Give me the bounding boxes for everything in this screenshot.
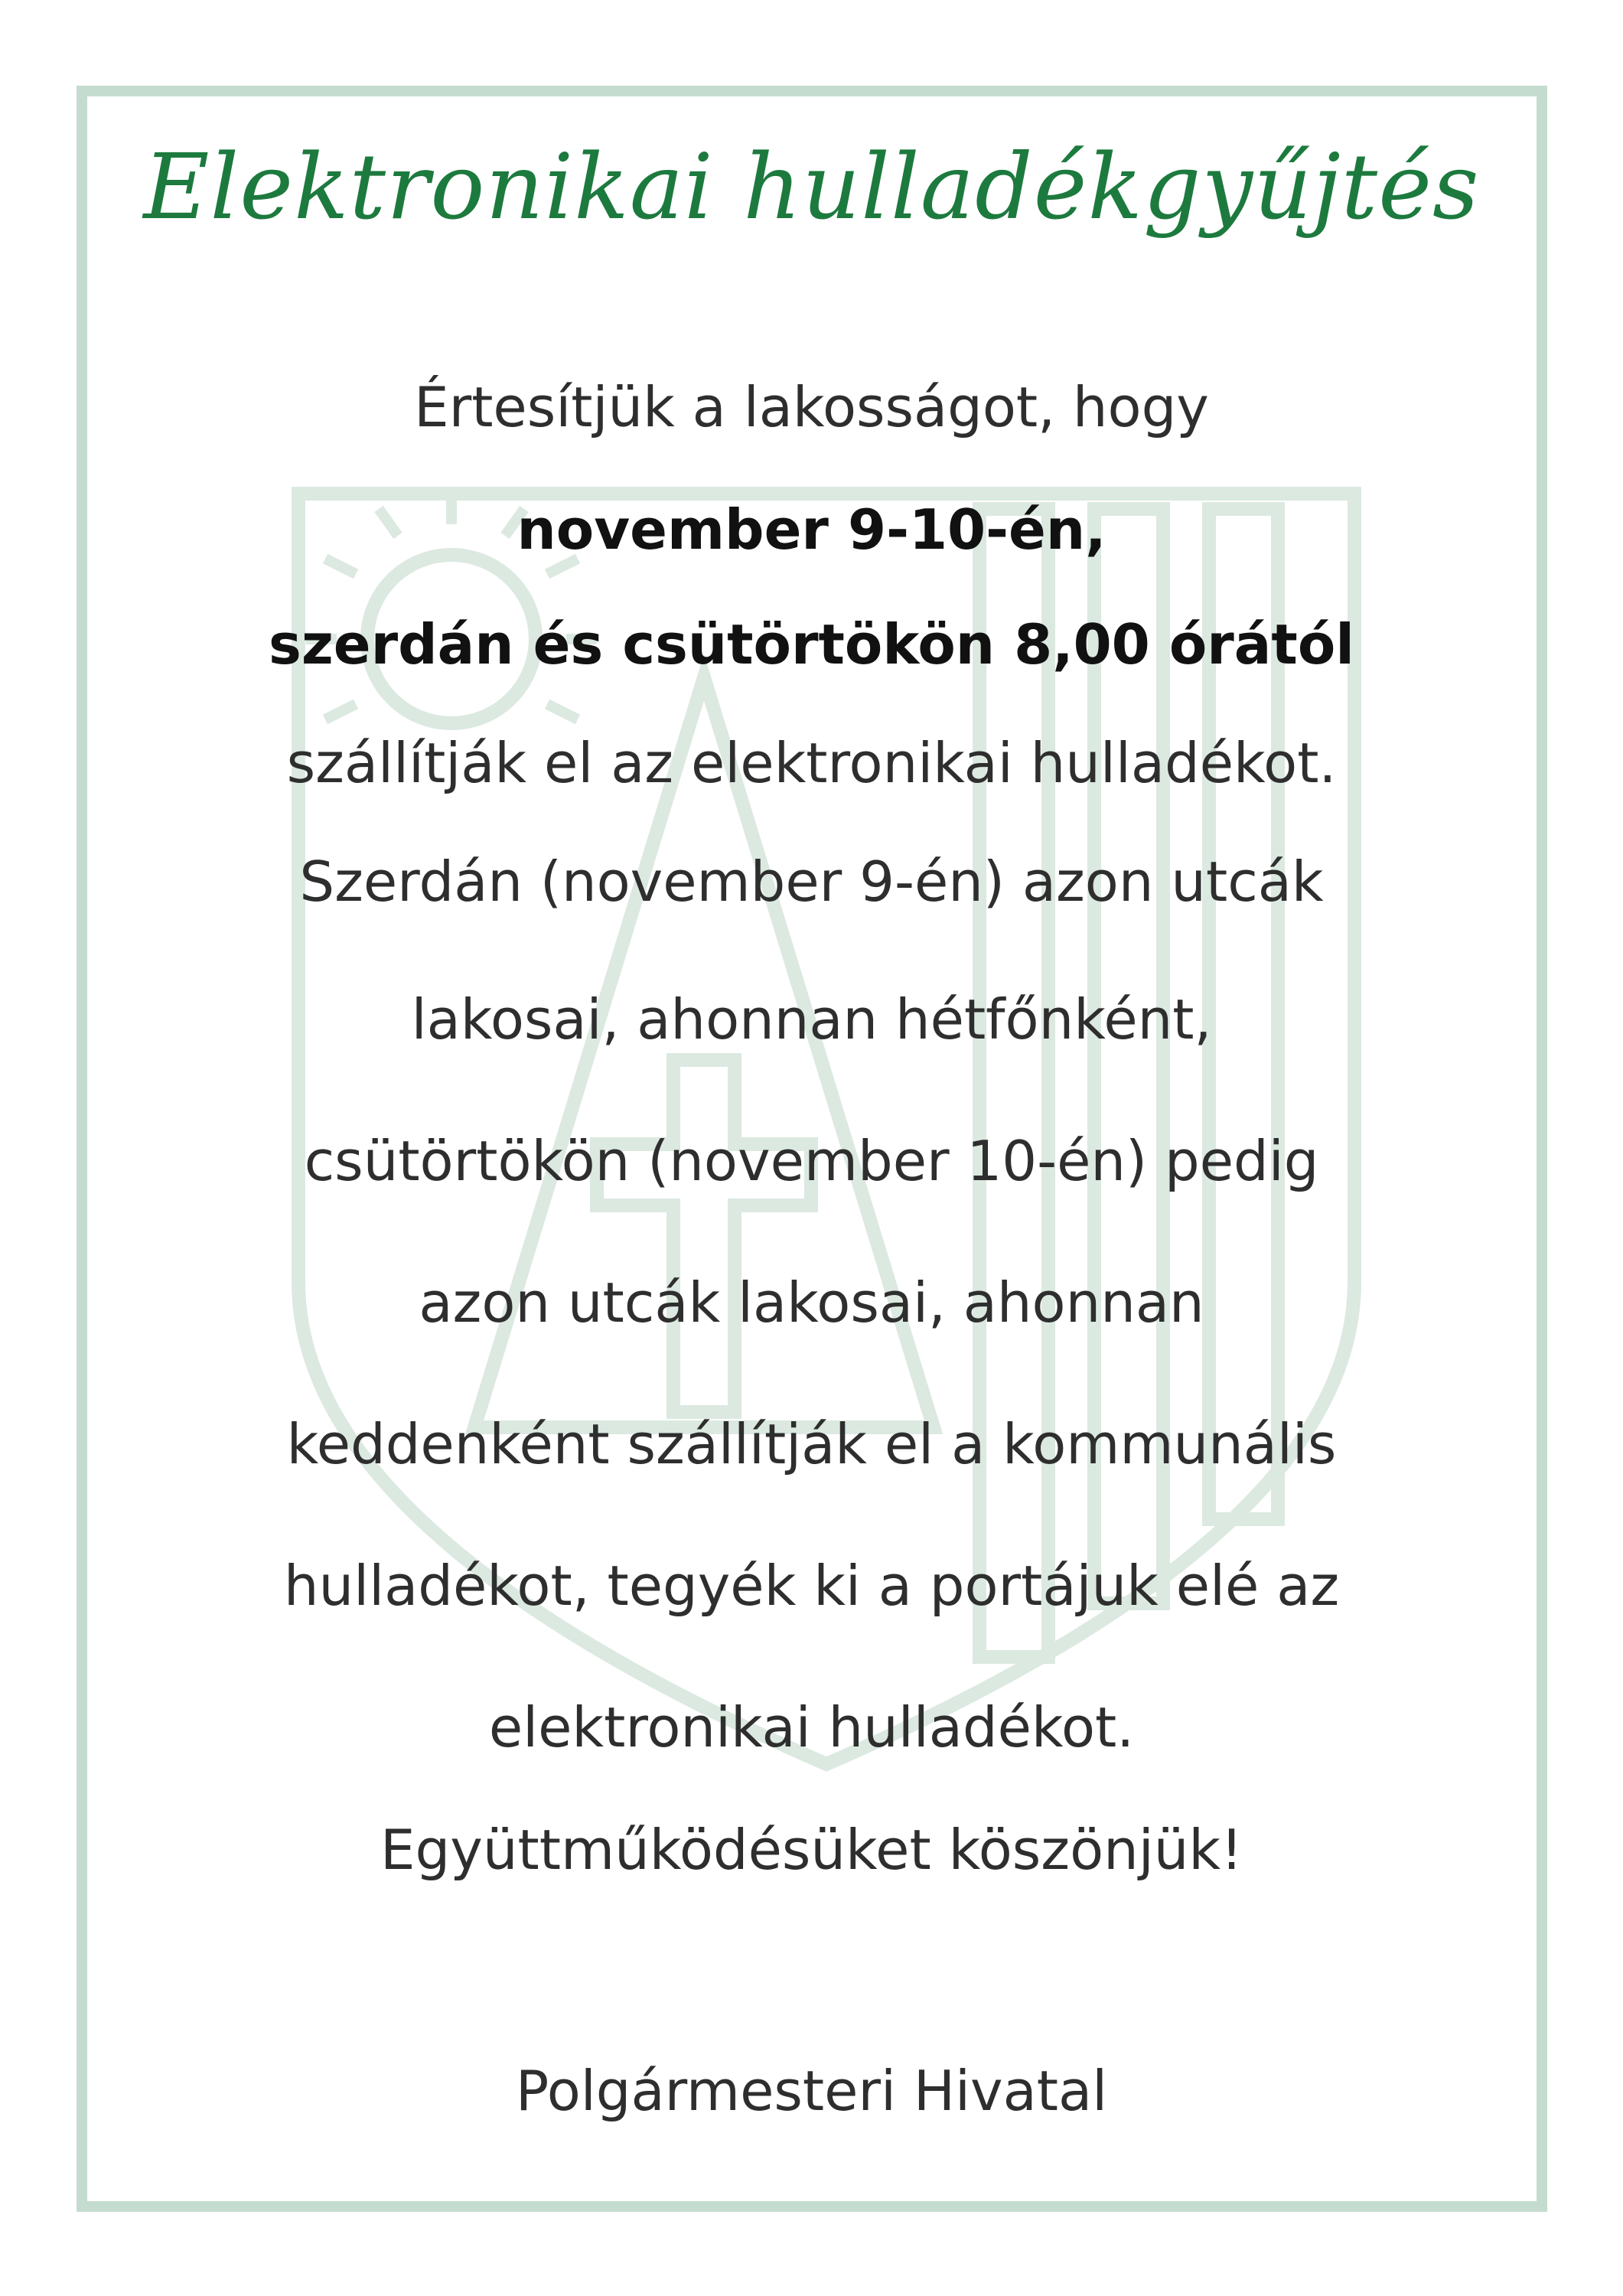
- notice-line-days-time: szerdán és csütörtökön 8,00 órától: [269, 612, 1354, 677]
- notice-line-tuesday: keddenként szállítják el a kommunális: [286, 1412, 1337, 1476]
- notice-line-collection: szállítják el az elektronikai hulladékot.: [286, 731, 1337, 795]
- notice-line-waste: elektronikai hulladékot.: [488, 1695, 1135, 1760]
- notice-line-intro: Értesítjük a lakosságot, hogy: [414, 375, 1209, 439]
- notice-signature: Polgármesteri Hivatal: [515, 2059, 1108, 2123]
- notice-line-street-residents: azon utcák lakosai, ahonnan: [419, 1270, 1204, 1335]
- notice-line-thursday: csütörtökön (november 10-én) pedig: [304, 1129, 1319, 1193]
- notice-line-date: november 9-10-én,: [517, 497, 1106, 562]
- notice-line-monday-residents: lakosai, ahonnan hétfőnként,: [411, 987, 1212, 1052]
- notice-line-wednesday: Szerdán (november 9-én) azon utcák: [299, 850, 1324, 914]
- notice-line-instructions: hulladékot, tegyék ki a portájuk elé az: [283, 1554, 1340, 1618]
- notice-title: Elektronikai hulladékgyűjtés: [143, 134, 1480, 240]
- notice-line-thanks: Együttműködésüket köszönjük!: [380, 1818, 1243, 1882]
